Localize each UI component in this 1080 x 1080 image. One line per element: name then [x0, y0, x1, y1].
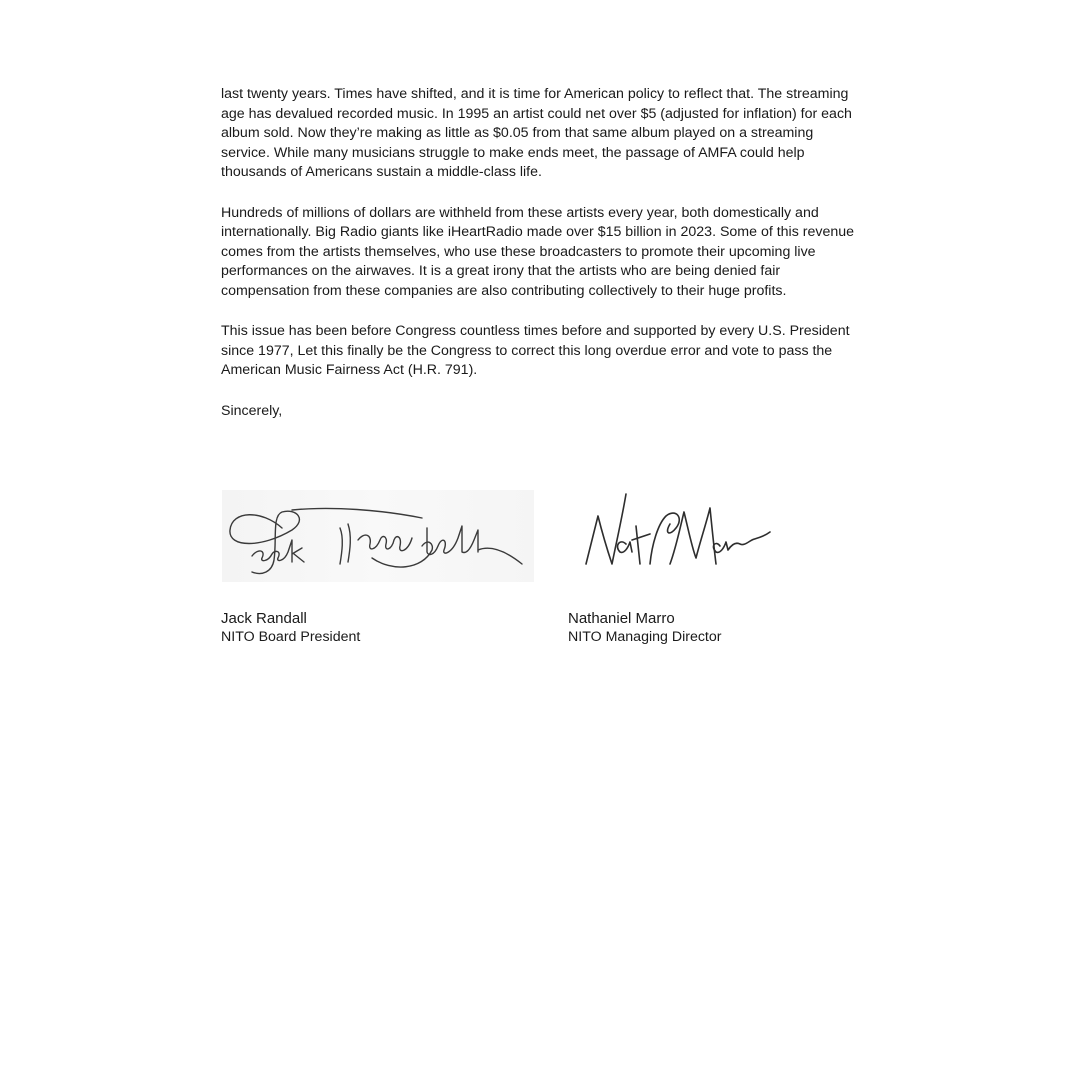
signature-jack-randall [222, 490, 534, 582]
signer-title: NITO Board President [221, 629, 361, 645]
signer-title: NITO Managing Director [568, 629, 722, 645]
letter-paragraph-1: last twenty years. Times have shifted, and it is time for American policy to reflect that. The streaming age has devalued recorded music. In 1995 an artist could net over $5 (adjusted for inflation) for each album sold. Now they’re making as little as $0.05 from that same album played on a streaming service. While many musicians struggle to make ends meet, the passage of AMFA could help thousands of Americans sustain a middle-class life. [221, 86, 852, 180]
letter-paragraph-3: This issue has been before Congress countless times before and supported by every U.S. President since 1977, Let this finally be the Congress to correct this long overdue error and vote to pass the American Music Fairness Act (H.R. 791). [221, 323, 850, 378]
signature-drawing-left [222, 490, 534, 582]
letter-closing: Sincerely, [221, 402, 283, 419]
letter-paragraph-2: Hundreds of millions of dollars are withheld from these artists every year, both domestically and internationally. Big Radio giants like iHeartRadio made over $15 billion in 2023. Some of this revenue comes from the artists themselves, who use these broadcasters to promote their upcoming live performances on the airwaves. It is a great irony that the artists who are being denied fair compensation from these companies are also contributing collectively to their huge profits. [221, 204, 855, 299]
signer-name: Nathaniel Marro [568, 610, 675, 627]
signature-drawing-right [580, 488, 780, 580]
signer-name: Jack Randall [221, 610, 307, 627]
signer-block-left [221, 609, 360, 647]
signature-nathaniel-marro [580, 488, 780, 580]
signer-block-right [568, 609, 722, 647]
letter-body [221, 85, 861, 421]
